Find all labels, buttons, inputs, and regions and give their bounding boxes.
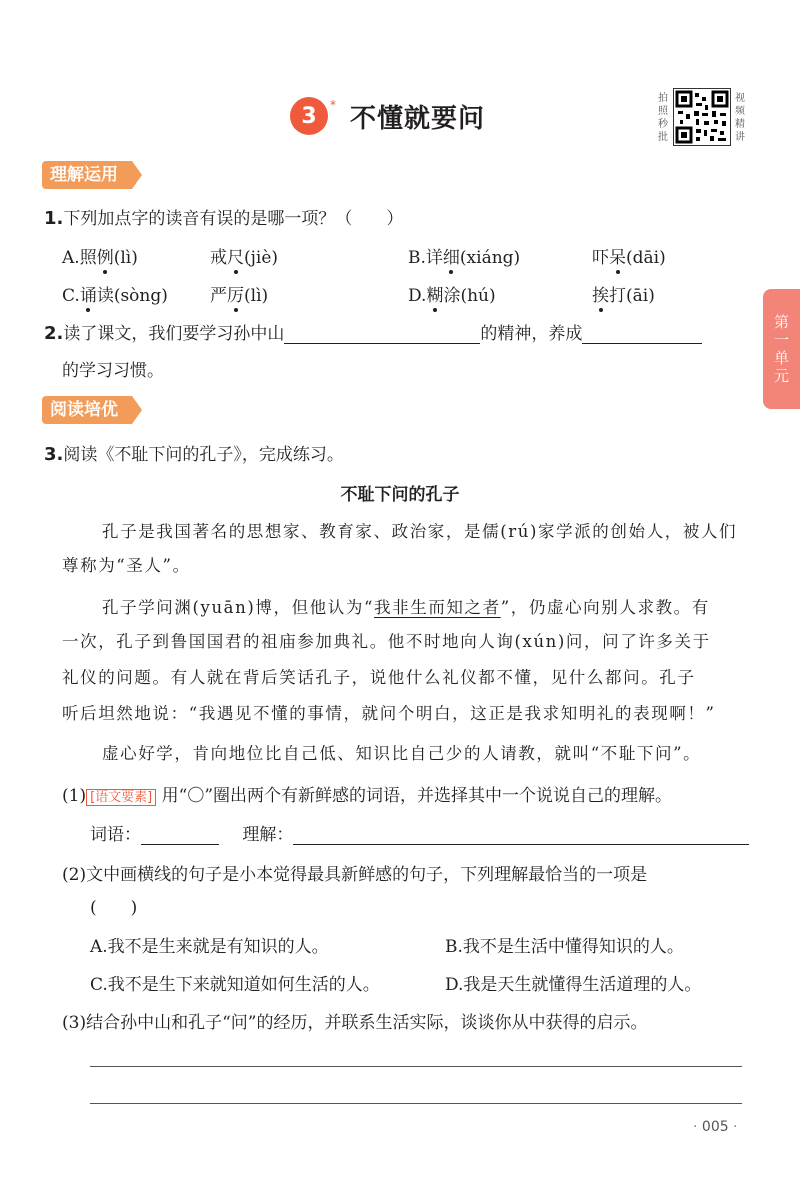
q3-stem: 3.阅读《不耻下问的孔子》，完成练习。: [44, 444, 344, 465]
passage-p2b: 一次，孔子到鲁国国君的祖庙参加典礼。他不时地向人询(xún)问，问了许多关于: [62, 632, 711, 651]
q3-sub2: (2)文中画横线的句子是小本觉得最具新鲜感的句子，下列理解最恰当的一项是: [62, 865, 648, 885]
lesson-star: *: [330, 98, 336, 112]
q1-option-a-word1[interactable]: A.照例(lì): [62, 248, 138, 268]
passage-p1a: 孔子是我国著名的思想家、教育家、政治家，是儒(rú)家学派的创始人，被人们: [102, 522, 738, 541]
q1-option-d-word2: 挨打(āi): [592, 286, 655, 306]
q2-blank-2[interactable]: [582, 323, 702, 344]
answer-line-2[interactable]: [90, 1103, 742, 1104]
q1-option-b-word2: 吓呆(dāi): [592, 248, 666, 268]
q3-sub2-option-d[interactable]: D.我是天生就懂得生活道理的人。: [445, 975, 702, 995]
passage-p2d: 听后坦然地说：“我遇见不懂的事情，就问个明白，这正是我求知明礼的表现啊！”: [62, 704, 716, 723]
q3-sub2-option-a[interactable]: A.我不是生来就是有知识的人。: [90, 937, 329, 957]
section-tag-reading: 阅读培优: [42, 396, 132, 424]
passage-title: 不耻下问的孔子: [340, 485, 460, 505]
qr-right-caption: 视 频 精 讲: [735, 93, 745, 143]
q1-option-c-word2: 严厉(lì): [210, 286, 269, 306]
q1-stem: 1.下列加点字的读音有误的是哪一项？（ ）: [44, 208, 404, 229]
passage-p2c: 礼仪的问题。有人就在背后笑话孔子，说他什么礼仪都不懂，见什么都问。孔子: [62, 668, 696, 687]
understanding-answer-blank[interactable]: [293, 826, 749, 845]
q3-sub2-option-c[interactable]: C.我不是生下来就知道如何生活的人。: [90, 975, 380, 995]
q3-sub2-paren[interactable]: ( ): [90, 898, 138, 918]
q3-sub1-answer: 词语： 理解：: [90, 820, 749, 845]
q3-sub1: (1) [语文要素] 用“〇”圈出两个有新鲜感的词语，并选择其中一个说说自己的理解。: [62, 786, 673, 806]
q2-line2: 的学习习惯。: [62, 361, 164, 381]
page-number: · 005 ·: [693, 1119, 738, 1135]
lesson-title: [290, 94, 485, 138]
q1-option-a-word2: 戒尺(jiè): [210, 248, 279, 268]
passage-p1b: 尊称为“圣人”。: [62, 556, 191, 575]
underlined-sentence: 我非生而知之者: [374, 598, 501, 617]
answer-line-1[interactable]: [90, 1066, 742, 1067]
passage-p3: 虚心好学，肯向地位比自己低、知识比自己少的人请教，就叫“不耻下问”。: [102, 744, 702, 763]
q1-option-c-word1[interactable]: C.诵读(sòng): [62, 286, 168, 306]
qr-code-icon[interactable]: [673, 88, 731, 146]
unit-side-tab[interactable]: 第 一 单 元: [763, 289, 800, 409]
lesson-title-text: 不懂就要问: [350, 103, 486, 134]
section-tag-understand-apply: 理解运用: [42, 161, 132, 189]
word-answer-blank[interactable]: [141, 826, 219, 845]
q3-sub2-option-b[interactable]: B.我不是生活中懂得知识的人。: [445, 937, 684, 957]
q3-sub3: (3)结合孙中山和孔子“问”的经历，并联系生活实际，谈谈你从中获得的启示。: [62, 1013, 648, 1033]
q2-blank-1[interactable]: [284, 323, 480, 344]
qr-left-caption: 拍 照 秒 批: [658, 93, 668, 143]
chinese-element-tag: [语文要素]: [86, 789, 156, 806]
q1-option-d-word1[interactable]: D.糊涂(hú): [408, 286, 496, 306]
q2-line1: 2.读了课文，我们要学习孙中山 的精神，养成: [44, 319, 702, 344]
q1-option-b-word1[interactable]: B.详细(xiáng): [408, 248, 521, 268]
passage-p2a: 孔子学问渊(yuān)博，但他认为“我非生而知之者”，仍虚心向别人求教。有: [102, 598, 710, 617]
lesson-number-badge: 3: [290, 97, 328, 135]
